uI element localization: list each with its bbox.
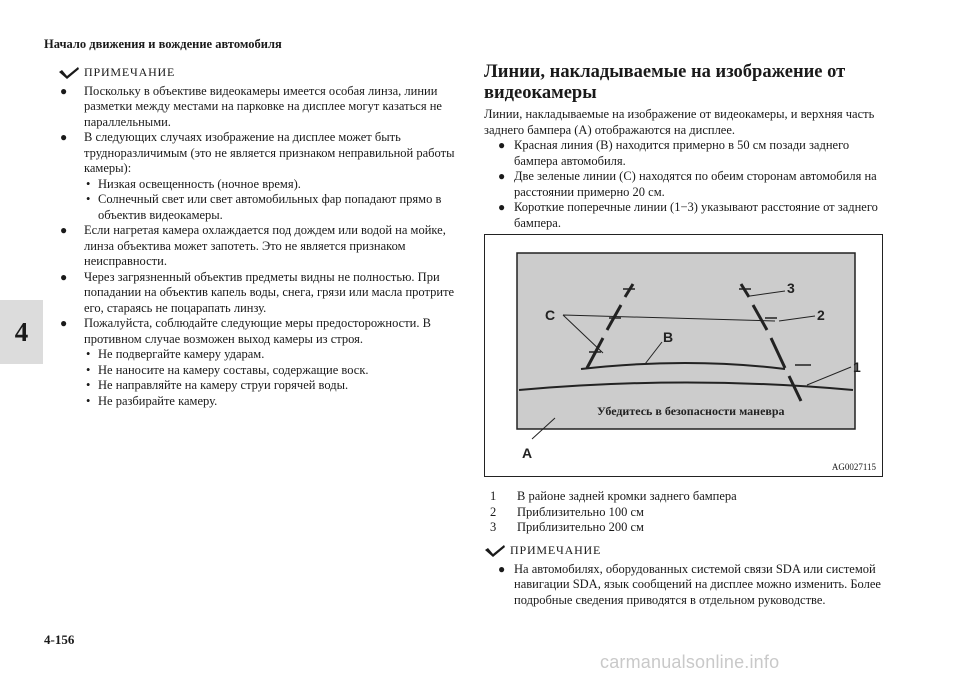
note-item	[58, 223, 458, 270]
chapter-number: 4	[14, 316, 29, 347]
bullet-icon: ●	[498, 138, 506, 152]
note-item-text: Через загрязненный объектив предметы видны не полностью. При попадании на объектив капель воды, снега, грязи или масла протрите его, стараясь не поцарапать линзу.	[84, 269, 455, 315]
section-intro: Линии, накладываемые на изображение от видеокамеры, и верхняя часть заднего бампера (A) отображаются на дисплее.	[484, 107, 875, 137]
bullet-icon: ●	[60, 223, 68, 237]
figure-legend	[490, 489, 737, 536]
label-3: 3	[787, 280, 795, 296]
list-item	[484, 138, 884, 169]
chapter-tab	[0, 300, 43, 364]
label-1: 1	[853, 359, 861, 375]
note-icon	[58, 66, 80, 80]
note-item	[58, 316, 458, 347]
note-subitem-text: Низкая освещенность (ночное время).	[98, 176, 301, 191]
bullet-icon: ●	[60, 316, 68, 330]
legend-num: 3	[490, 520, 497, 534]
legend-text: Приблизительно 100 см	[517, 504, 644, 519]
list-item-text: Красная линия (B) находится примерно в 50 см позади заднего бампера автомобиля.	[514, 138, 850, 168]
running-header: Начало движения и вождение автомобиля	[44, 37, 282, 51]
guide-line-list	[484, 138, 884, 231]
camera-guide-figure	[484, 234, 883, 477]
note-item	[58, 84, 458, 131]
legend-num: 1	[490, 489, 497, 503]
note-title: ПРИМЕЧАНИЕ	[510, 543, 602, 557]
dot-icon: •	[86, 378, 91, 392]
list-item-text: Короткие поперечные линии (1−3) указывают расстояние от заднего бампера.	[514, 200, 878, 230]
screen-warning-text: Убедитесь в безопасности маневра	[597, 404, 785, 418]
note-item	[58, 270, 458, 317]
note-subitem-text: Не наносите на камеру составы, содержащие воск.	[98, 362, 369, 377]
note-item-text: На автомобилях, оборудованных системой связи SDA или системой навигации SDA, язык сообщений на дисплее можно изменить. Более подробные сведения приводятся в отдельном руководстве.	[514, 561, 881, 607]
note-title: ПРИМЕЧАНИЕ	[84, 65, 176, 79]
camera-screen-illustration	[485, 235, 884, 478]
section-heading: Линии, накладываемые на изображение от видеокамеры	[484, 62, 846, 103]
note-icon	[484, 544, 506, 558]
note-header	[58, 65, 458, 81]
note-subitem-text: Не направляйте на камеру струи горячей воды.	[98, 378, 349, 392]
note-item-text: Пожалуйста, соблюдайте следующие меры предосторожности. В противном случае возможен выход камеры из строя.	[84, 316, 431, 346]
legend-text: Приблизительно 200 см	[517, 520, 644, 534]
note-subitem-text: Не разбирайте камеру.	[98, 393, 218, 408]
list-item	[484, 200, 884, 231]
legend-row	[490, 520, 737, 536]
bullet-icon: ●	[60, 269, 68, 284]
note-header	[484, 543, 884, 559]
watermark: carmanualsonline.info	[600, 652, 780, 672]
label-a: A	[522, 445, 533, 461]
note-subitem	[58, 378, 458, 394]
dot-icon: •	[86, 192, 91, 206]
left-column	[58, 65, 458, 409]
note-subitem	[58, 192, 458, 223]
legend-text: В районе задней кромки заднего бампера	[517, 489, 737, 503]
dot-icon: •	[86, 362, 91, 377]
legend-row	[490, 505, 737, 521]
note-item-text: Если нагретая камера охлаждается под дождем или водой на мойке, линза объектива может запотеть. Это не является признаком неисправности.	[84, 223, 446, 268]
note-subitem	[58, 394, 458, 410]
note-subitem-text: Не подвергайте камеру ударам.	[98, 347, 265, 361]
page-number: 4-156	[44, 632, 75, 647]
bullet-icon: ●	[498, 169, 506, 183]
note-item-text: В следующих случаях изображение на дисплее может быть трудноразличимым (это не является признаком неправильной работы камеры):	[84, 130, 455, 175]
label-2: 2	[817, 307, 825, 323]
note-item-text: Поскольку в объективе видеокамеры имеется особая линза, линии разметки между местами на парковке на дисплее могут казаться не параллельными.	[84, 83, 442, 129]
legend-num: 2	[490, 504, 497, 519]
legend-row	[490, 489, 737, 505]
dot-icon: •	[86, 347, 91, 361]
bullet-icon: ●	[498, 561, 506, 576]
note-item	[484, 562, 884, 609]
figure-code: AG0027115	[831, 462, 876, 472]
note-2	[484, 543, 884, 608]
label-b: B	[663, 329, 674, 345]
label-c: C	[545, 307, 556, 323]
note-item	[58, 130, 458, 177]
bullet-icon: ●	[60, 83, 68, 98]
bullet-icon: ●	[60, 130, 68, 144]
dot-icon: •	[86, 393, 91, 408]
right-column	[484, 62, 884, 231]
note-subitem-text: Солнечный свет или свет автомобильных фар попадают прямо в объектив видеокамеры.	[98, 192, 442, 222]
list-item-text: Две зеленые линии (C) находятся по обеим сторонам автомобиля на расстоянии примерно 20 см.	[514, 169, 877, 199]
note-subitem	[58, 363, 458, 379]
note-subitem	[58, 347, 458, 363]
dot-icon: •	[86, 176, 91, 191]
note-subitem	[58, 177, 458, 193]
bullet-icon: ●	[498, 200, 506, 214]
list-item	[484, 169, 884, 200]
